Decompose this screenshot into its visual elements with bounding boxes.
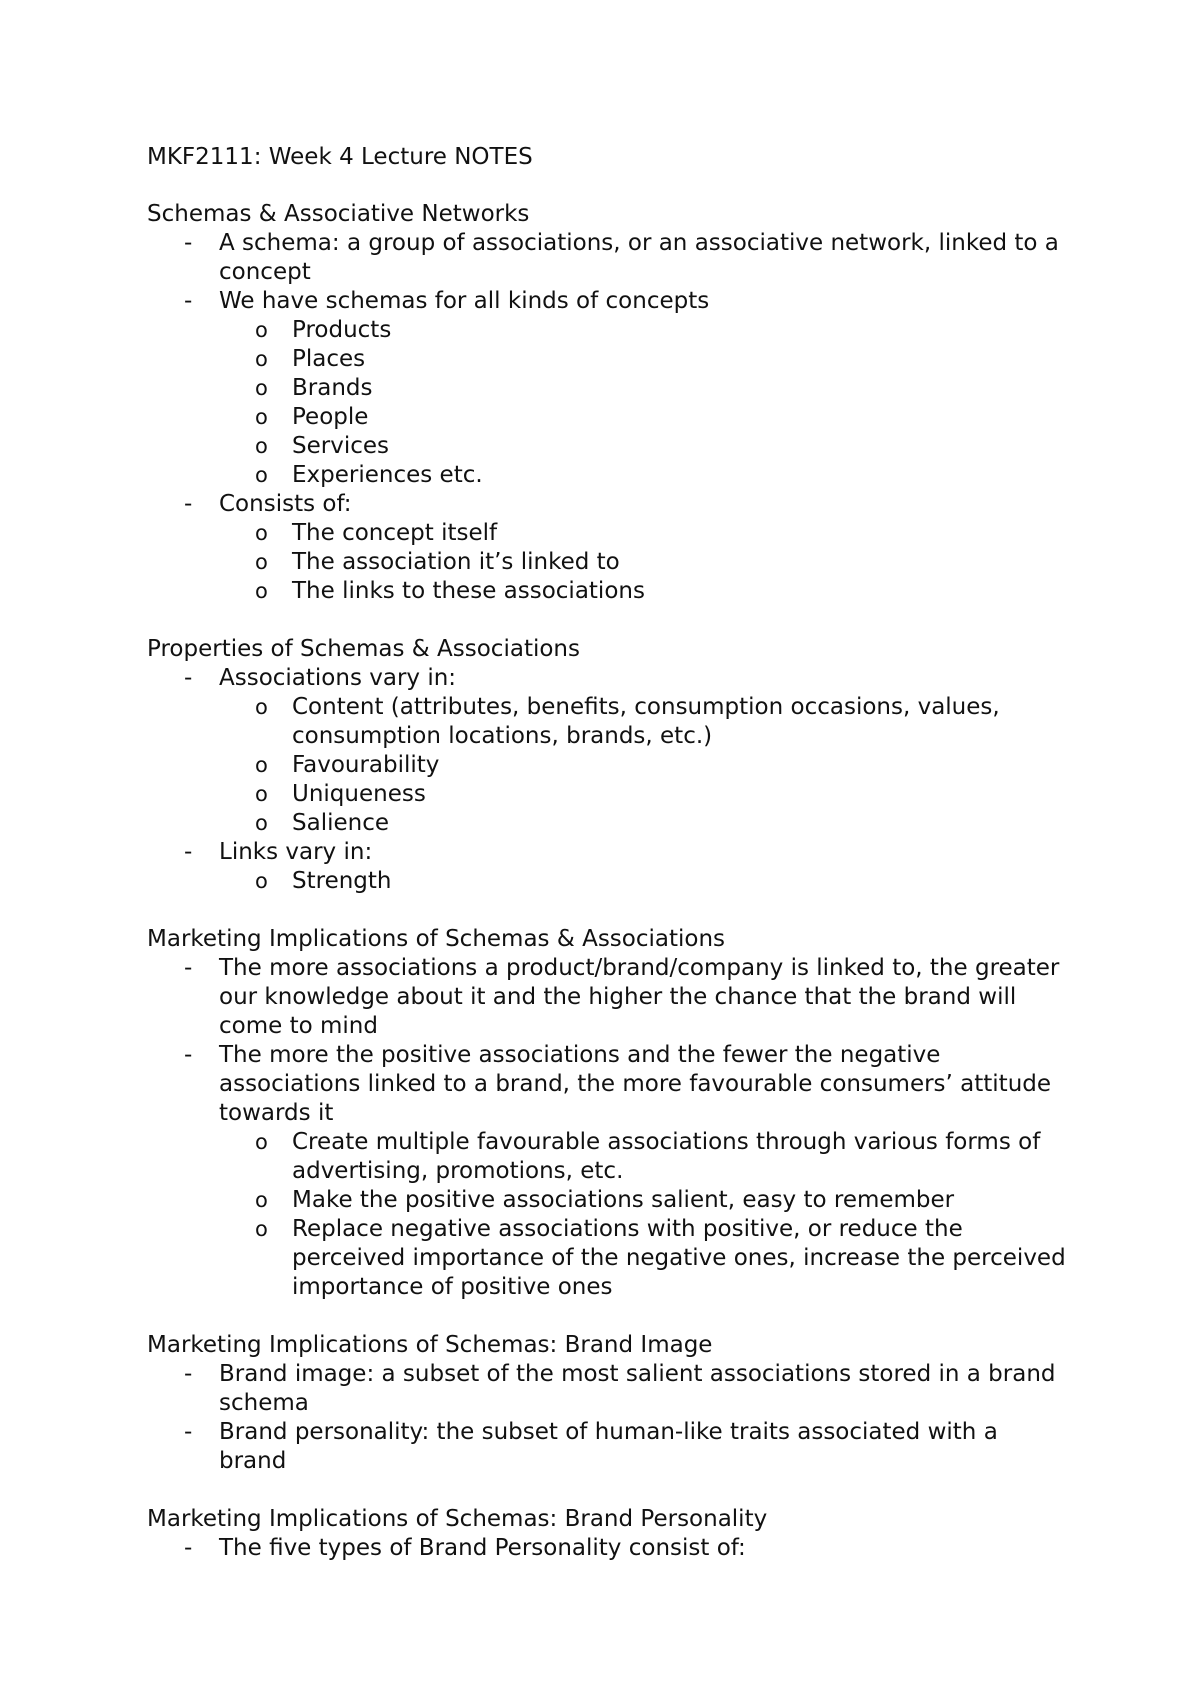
sub-list-item	[147, 780, 1067, 809]
sub-list-item-text: Places	[292, 346, 366, 372]
sub-list-item-text: Create multiple favourable associations through various forms of advertising, promotions, etc.	[292, 1129, 1041, 1184]
list-item-text: A schema: a group of associations, or an associative network, linked to a concept	[219, 230, 1059, 285]
sub-list-item	[147, 519, 1067, 548]
circle-bullet-icon: o	[255, 463, 268, 487]
document-page	[147, 143, 1067, 1592]
circle-bullet-icon: o	[255, 550, 268, 574]
dash-bullet-icon: -	[184, 1535, 193, 1561]
sub-list-item-text: Make the positive associations salient, easy to remember	[292, 1187, 955, 1213]
bullet-list	[147, 1534, 1067, 1563]
sub-list-item	[147, 345, 1067, 374]
list-item-text: Links vary in:	[219, 839, 373, 865]
circle-bullet-icon: o	[255, 1217, 268, 1241]
sub-bullet-list	[219, 867, 1067, 896]
sub-list-item	[147, 548, 1067, 577]
section-heading: Schemas & Associative Networks	[147, 201, 530, 227]
dash-bullet-icon: -	[184, 1361, 193, 1387]
list-item	[147, 1041, 1067, 1302]
section	[147, 1331, 1067, 1476]
circle-bullet-icon: o	[255, 405, 268, 429]
list-item-text: Brand personality: the subset of human-like traits associated with a brand	[219, 1419, 998, 1474]
sub-list-item-text: The concept itself	[292, 520, 498, 546]
section-heading: Marketing Implications of Schemas & Associations	[147, 926, 726, 952]
sub-list-item-text: Experiences etc.	[292, 462, 483, 488]
sub-list-item-text: Services	[292, 433, 389, 459]
list-item	[147, 1360, 1067, 1418]
sub-list-item	[147, 403, 1067, 432]
sub-bullet-list	[219, 693, 1067, 838]
circle-bullet-icon: o	[255, 782, 268, 806]
list-item	[147, 954, 1067, 1041]
bullet-list	[147, 229, 1067, 606]
sub-list-item	[147, 432, 1067, 461]
circle-bullet-icon: o	[255, 318, 268, 342]
sub-list-item	[147, 577, 1067, 606]
list-item	[147, 664, 1067, 838]
circle-bullet-icon: o	[255, 1130, 268, 1154]
dash-bullet-icon: -	[184, 955, 193, 981]
circle-bullet-icon: o	[255, 811, 268, 835]
section	[147, 200, 1067, 606]
sub-list-item	[147, 1128, 1067, 1186]
dash-bullet-icon: -	[184, 839, 193, 865]
bullet-list	[147, 1360, 1067, 1476]
list-item	[147, 229, 1067, 287]
sub-list-item-text: Uniqueness	[292, 781, 426, 807]
section-heading: Marketing Implications of Schemas: Brand Personality	[147, 1506, 768, 1532]
sub-list-item-text: Products	[292, 317, 392, 343]
list-item-text: Associations vary in:	[219, 665, 457, 691]
sub-list-item-text: People	[292, 404, 369, 430]
dash-bullet-icon: -	[184, 230, 193, 256]
sub-list-item	[147, 809, 1067, 838]
circle-bullet-icon: o	[255, 753, 268, 777]
circle-bullet-icon: o	[255, 695, 268, 719]
sub-list-item-text: The links to these associations	[292, 578, 645, 604]
circle-bullet-icon: o	[255, 434, 268, 458]
sub-list-item	[147, 461, 1067, 490]
list-item-text: Brand image: a subset of the most salient associations stored in a brand schema	[219, 1361, 1056, 1416]
section	[147, 1505, 1067, 1563]
sub-list-item-text: Replace negative associations with positive, or reduce the perceived importance of the negative ones, increase the perceived importance of positive ones	[292, 1216, 1066, 1300]
circle-bullet-icon: o	[255, 1188, 268, 1212]
section-heading: Marketing Implications of Schemas: Brand Image	[147, 1332, 713, 1358]
sub-list-item-text: Favourability	[292, 752, 440, 778]
list-item-text: Consists of:	[219, 491, 352, 517]
sub-bullet-list	[219, 519, 1067, 606]
circle-bullet-icon: o	[255, 521, 268, 545]
sub-list-item	[147, 1215, 1067, 1302]
dash-bullet-icon: -	[184, 288, 193, 314]
circle-bullet-icon: o	[255, 347, 268, 371]
list-item	[147, 1418, 1067, 1476]
circle-bullet-icon: o	[255, 869, 268, 893]
dash-bullet-icon: -	[184, 1419, 193, 1445]
bullet-list	[147, 954, 1067, 1302]
sub-list-item-text: Strength	[292, 868, 392, 894]
circle-bullet-icon: o	[255, 376, 268, 400]
circle-bullet-icon: o	[255, 579, 268, 603]
sub-list-item	[147, 316, 1067, 345]
sub-list-item	[147, 867, 1067, 896]
sub-list-item	[147, 693, 1067, 751]
dash-bullet-icon: -	[184, 665, 193, 691]
list-item	[147, 287, 1067, 490]
sub-bullet-list	[219, 1128, 1067, 1302]
document-title: MKF2111: Week 4 Lecture NOTES	[147, 144, 533, 170]
list-item	[147, 1534, 1067, 1563]
list-item-text: The five types of Brand Personality consist of:	[219, 1535, 746, 1561]
list-item-text: The more associations a product/brand/company is linked to, the greater our knowledge about it and the higher the chance that the brand will come to mind	[219, 955, 1060, 1039]
document-body	[147, 200, 1067, 1563]
list-item	[147, 490, 1067, 606]
sub-list-item	[147, 1186, 1067, 1215]
list-item-text: The more the positive associations and the fewer the negative associations linked to a brand, the more favourable consumers’ attitude towards it	[219, 1042, 1052, 1126]
sub-list-item-text: Salience	[292, 810, 389, 836]
sub-list-item-text: The association it’s linked to	[292, 549, 620, 575]
sub-list-item	[147, 374, 1067, 403]
sub-bullet-list	[219, 316, 1067, 490]
list-item-text: We have schemas for all kinds of concepts	[219, 288, 710, 314]
section	[147, 925, 1067, 1302]
sub-list-item-text: Brands	[292, 375, 373, 401]
dash-bullet-icon: -	[184, 491, 193, 517]
list-item	[147, 838, 1067, 896]
sub-list-item-text: Content (attributes, benefits, consumption occasions, values, consumption locations, brands, etc.)	[292, 694, 1000, 749]
section-heading: Properties of Schemas & Associations	[147, 636, 580, 662]
section	[147, 635, 1067, 896]
dash-bullet-icon: -	[184, 1042, 193, 1068]
bullet-list	[147, 664, 1067, 896]
sub-list-item	[147, 751, 1067, 780]
